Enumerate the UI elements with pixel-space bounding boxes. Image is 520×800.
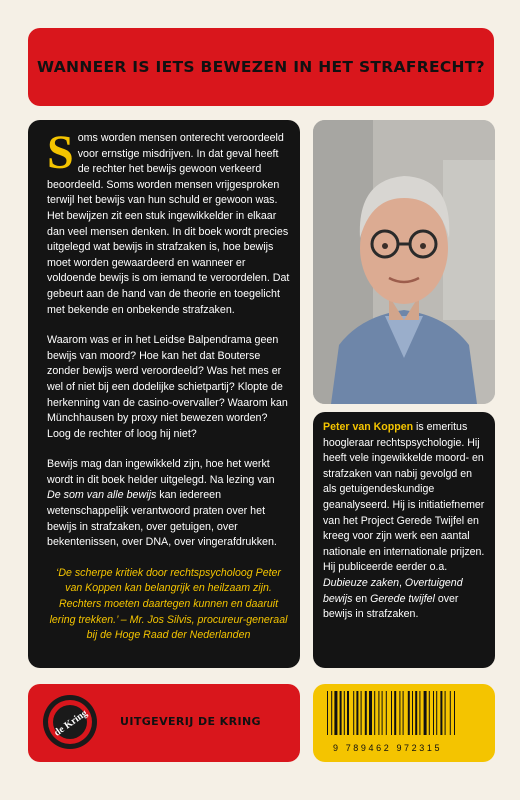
barcode-bar	[433, 691, 434, 735]
barcode-bar	[361, 691, 362, 735]
barcode-bar	[353, 691, 354, 735]
endorsement-quote: ‘De scherpe kritiek door rechtspsycholoog Peter van Koppen kan belangrijk en heilzaam zijn. Rechters moeten daartegen kunnen en daaruit lering trekken.’ – Mr. Jos Silvis, procureur-generaal bij de Hoge Raad der Nederlanden	[49, 566, 288, 642]
barcode-bar	[340, 691, 342, 735]
barcode-bar	[429, 691, 430, 735]
paragraph-3-part-b: kan iedereen wetenschappelijk verantwoord praten over het bewijs in strafzaken, over getuigen, over bekentenissen, over DNA, over vingerafdrukken.	[47, 489, 277, 549]
barcode-bar	[347, 691, 349, 735]
publisher-name: UITGEVERIJ DE KRING	[120, 715, 261, 728]
blurb-paragraph-2: Waarom was er in het Leidse Balpendrama geen bewijs van moord? Hoe kan het dat Bouterse zonder bewijs werd veroordeeld? Was het mes er wel of niet bij een dodelijke schietpartij? Klopte de herkenning van de casino-overvaller? Waarom kan Münchhausen by proxy niet bewezen worden? Loog de rechter of loog hij niet?	[47, 334, 288, 440]
barcode-panel	[313, 684, 495, 762]
author-name: Peter van Koppen	[323, 421, 414, 433]
bio-separator-2: en	[352, 592, 371, 605]
banner-title: WANNEER IS IETS BEWEZEN IN HET STRAFRECHT?	[37, 58, 485, 76]
barcode-bar	[450, 691, 451, 735]
barcode-bar	[331, 691, 332, 735]
barcode	[323, 691, 483, 753]
barcode-bar	[374, 691, 375, 735]
barcode-bar	[419, 691, 420, 735]
barcode-bar	[386, 691, 387, 735]
barcode-bar	[378, 691, 379, 735]
bio-book-1: Dubieuze zaken	[323, 576, 399, 589]
bio-book-2: Overtuigend bewijs	[323, 576, 463, 605]
bio-separator-1: ,	[398, 576, 405, 589]
blurb-panel	[28, 120, 300, 668]
barcode-bar	[440, 691, 442, 735]
barcode-bar	[436, 691, 437, 735]
barcode-bar	[403, 691, 404, 735]
barcode-bar	[356, 691, 358, 735]
author-bio-panel	[313, 412, 495, 668]
barcode-bars	[323, 691, 483, 739]
barcode-bar	[415, 691, 417, 735]
barcode-bar	[424, 691, 427, 735]
paragraph-3-part-a: Bewijs mag dan ingewikkeld zijn, hoe het werkt wordt in dit boek helder uitgelegd. Na lezing van	[47, 458, 275, 486]
publisher-logo	[42, 694, 98, 750]
top-banner	[28, 28, 494, 106]
author-portrait-image	[313, 120, 495, 404]
drop-cap: S	[47, 126, 74, 179]
blurb-paragraph-1	[47, 126, 290, 318]
barcode-bar	[344, 691, 345, 735]
blurb-paragraph-3	[47, 457, 290, 551]
blurb-paragraph-1-text: oms worden mensen onterecht veroordeeld voor ernstige misdrijven. In dat geval heeft de rechter het bewijs gewoon verkeerd beoordeeld. Soms worden mensen vrijgesproken terwijl het bewijs van hun schuld er gewoon was. Het bewijzen zit een stuk ingewikkelder in elkaar dan veel mensen denken. In dit boek wordt precies uitgelegd wat bewijs in strafzaken is, hoe bewijs moet worden gewaardeerd en wanneer er voldoende bewijs is om iemand te veroordelen. Dat gebeurt aan de hand van de theorie en toegelicht met bekende en onbekende strafzaken.	[47, 132, 290, 316]
author-photo	[313, 120, 495, 404]
book-title: De som van alle bewijs	[47, 489, 157, 502]
barcode-bar	[454, 691, 455, 735]
barcode-bar	[445, 691, 446, 735]
barcode-bar	[394, 691, 396, 735]
barcode-bar	[391, 691, 392, 735]
barcode-bar	[399, 691, 400, 735]
bio-text-b: over bewijs in strafzaken.	[323, 592, 459, 621]
svg-text:de Kring: de Kring	[52, 707, 90, 739]
barcode-bar	[327, 691, 328, 735]
barcode-bar	[382, 691, 383, 735]
bio-text-a: is emeritus hoogleraar rechtspsychologie. Hij heeft vele ingewikkelde moord- en strafzaken van nabij gevolgd en als getuigendeskundige geanalyseerd. Hij is initiatiefnemer van het Project Gerede Twijfel en kreeg voor zijn werk een aantal nationale en internationale prijzen. Hij publiceerde eerder o.a.	[323, 421, 485, 574]
publisher-panel	[28, 684, 300, 762]
isbn-number: 9 789462 972315	[333, 743, 443, 753]
barcode-bar	[369, 691, 372, 735]
bio-book-3: Gerede twijfel	[370, 592, 435, 605]
barcode-bar	[334, 691, 337, 735]
barcode-bar	[412, 691, 413, 735]
barcode-bar	[365, 691, 367, 735]
barcode-bar	[408, 691, 410, 735]
